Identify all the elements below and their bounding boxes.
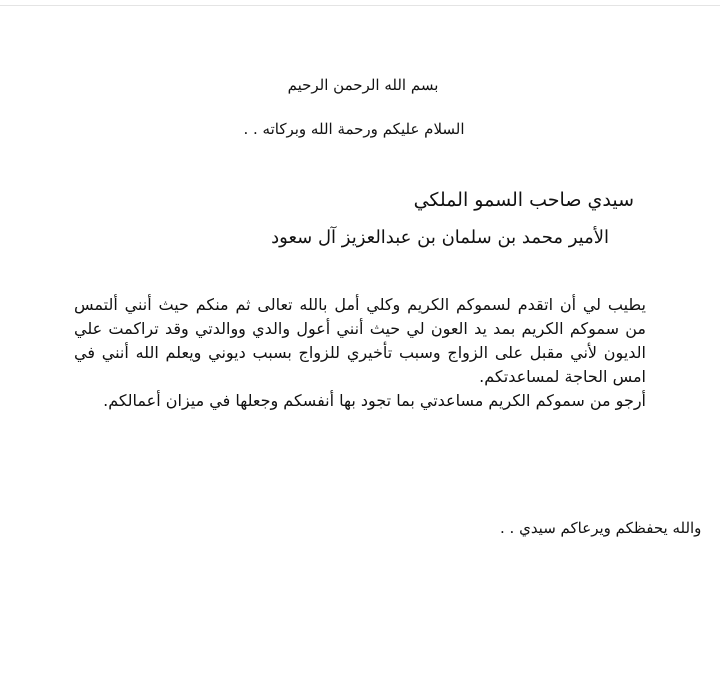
body-paragraph-plea: أرجو من سموكم الكريم مساعدتي بما تجود بها أنفسكم وجعلها في ميزان أعمالكم. [103, 391, 646, 410]
addressee-title: سيدي صاحب السمو الملكي [413, 189, 634, 211]
closing-line: والله يحفظكم ويرعاكم سيدي . . [500, 519, 702, 537]
addressee-name: الأمير محمد بن سلمان بن عبدالعزيز آل سعود [271, 227, 609, 248]
letter-body [74, 293, 646, 413]
body-paragraph-request: يطيب لي أن اتقدم لسموكم الكريم وكلي أمل بالله تعالى ثم منكم حيث أنني ألتمس من سموكم الكريم بمد يد العون لي حيث أنني أعول والدي ووالدتي وقد تراكمت علي الديون لأني مقبل على الزواج وسبب تأخيري للزواج بسبب ديوني ويعلم الله أنني في امس الحاجة لمساعدتكم. [74, 295, 646, 386]
basmala: بسم الله الرحمن الرحيم [287, 76, 439, 94]
greeting: السلام عليكم ورحمة الله وبركاته . . [243, 120, 465, 138]
